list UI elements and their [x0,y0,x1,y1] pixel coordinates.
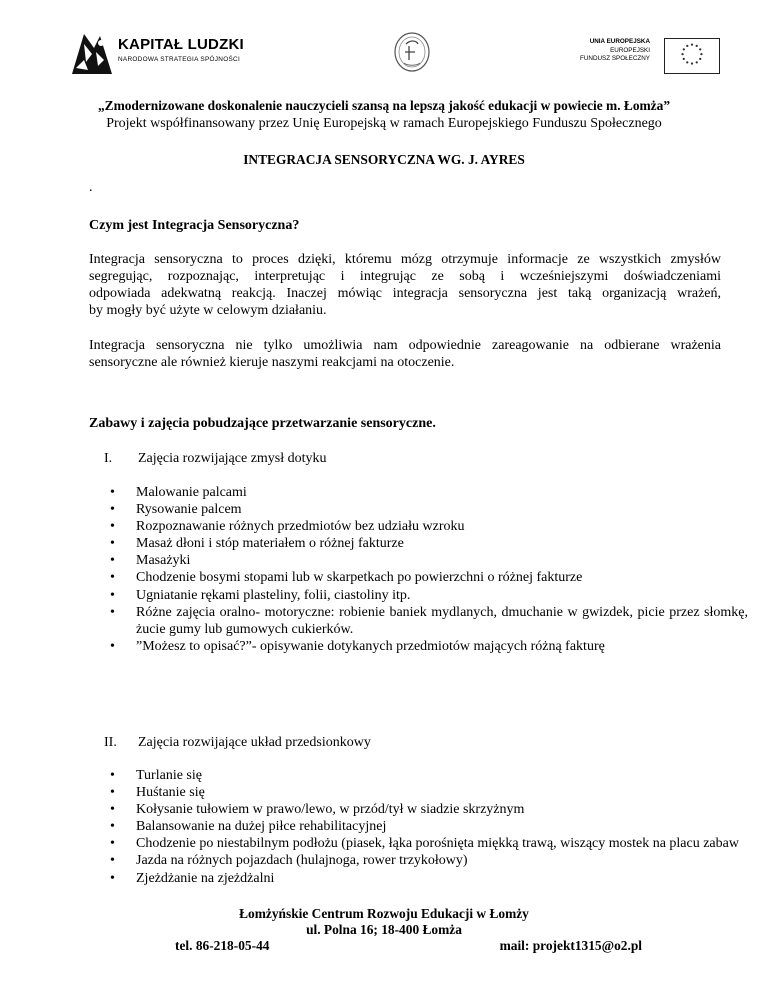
project-title: „Zmodernizowane doskonalenie nauczycieli szansą na lepszą jakość edukacji w powiecie m. Łomża” [97,98,671,113]
group1-numeral: I. [104,451,113,466]
list-item: • Kołysanie tułowiem w prawo/lewo, w przód/tył w siadzie skrzyżnym [110,801,748,818]
p1-line-4: by mogły być użyte w celowym działaniu. [89,303,327,318]
list-item: • Balansowanie na dużej piłce rehabilitacyjnej [110,818,748,835]
eu-logo [570,38,720,78]
group1-title: Zajęcia rozwijające zmysł dotyku [138,451,327,466]
kapital-ludzki-emblem-icon [70,30,114,76]
list-item: • Chodzenie bosymi stopami lub w skarpetkach po powierzchni o różnej fakturze [110,569,748,586]
eu-logo-text [580,38,650,64]
list-item: • Jazda na różnych pojazdach (hulajnoga, rower trzykołowy) [110,852,748,869]
list-item: • ”Możesz to opisać?”- opisywanie dotykanych przedmiotów mających różną fakturę [110,638,748,655]
center-emblem-icon [392,30,432,74]
list-item: • Chodzenie po niestabilnym podłożu (piasek, łąka porośnięta miękką trawą, wiszący mostek na placu zabaw [110,835,748,852]
kapital-ludzki-subtitle: NARODOWA STRATEGIA SPÓJNOŚCI [118,56,241,63]
p1-line-2: segregując, rozpoznając, interpretując i integrując ze sobą i wcześniejszymi doświadczeniami [89,269,721,284]
list-item: • Rozpoznawanie różnych przedmiotów bez udziału wzroku [110,518,748,535]
document-title: INTEGRACJA SENSORYCZNA WG. J. AYRES [243,152,525,167]
footer-org: Łomżyńskie Centrum Rozwoju Edukacji w Łomży [239,906,529,921]
p1-line-3: odpowiada adekwatną reakcją. Inaczej mówiąc integracja sensoryczna jest taką organizacją wrażeń, [89,286,721,301]
stray-dot: . [89,180,93,195]
list-item: • Rysowanie palcem [110,501,748,518]
list-item: • Ugniatanie rękami plasteliny, folii, ciastoliny itp. [110,587,748,604]
section1-heading: Czym jest Integracja Sensoryczna? [89,218,300,233]
p2-line-1: Integracja sensoryczna nie tylko umożliwia nam odpowiednie zareagowanie na odbierane wrażenia [89,338,721,353]
section2-heading: Zabawy i zajęcia pobudzające przetwarzanie sensoryczne. [89,416,436,431]
list-item: • Zjeżdżanie na zjeżdżalni [110,870,748,887]
eu-line-1: UNIA EUROPEJSKA [589,38,650,45]
list-item: • Masaż dłoni i stóp materiałem o różnej fakturze [110,535,748,552]
group2-numeral: II. [104,735,117,750]
footer-phone: tel. 86-218-05-44 [175,938,270,953]
list-item: • Turlanie się [110,767,748,784]
eu-line-2: EUROPEJSKI [610,46,650,54]
kapital-ludzki-logo [70,30,280,78]
list-item: • Masażyki [110,552,748,569]
list-item: • Różne zajęcia oralno- motoryczne: robienie baniek mydlanych, dmuchanie w gwizdek, picie przez słomkę, żucie gumy lub gumowych cukierków. [110,604,748,638]
footer-email: mail: projekt1315@o2.pl [499,938,642,953]
p1-line-1: Integracja sensoryczna to proces dzięki, któremu mózg otrzymuje informacje ze wszystkich zmysłów [89,252,721,267]
list-item: • Huśtanie się [110,784,748,801]
cofinancing-line: Projekt współfinansowany przez Unię Europejską w ramach Europejskiego Funduszu Społecznego [106,116,662,131]
group2-title: Zajęcia rozwijające układ przedsionkowy [138,735,371,750]
kapital-ludzki-title: KAPITAŁ LUDZKI [118,36,244,53]
p2-line-2: sensoryczne ale również kieruje naszymi reakcjami na otoczenie. [89,355,455,370]
footer-address: ul. Polna 16; 18-400 Łomża [306,922,462,937]
list-item: • Malowanie palcami [110,484,748,501]
page-header [0,0,768,90]
eu-line-3: FUNDUSZ SPOŁECZNY [580,55,650,62]
group1-list [110,484,748,655]
group2-list [110,767,748,887]
eu-flag-icon [664,38,720,74]
